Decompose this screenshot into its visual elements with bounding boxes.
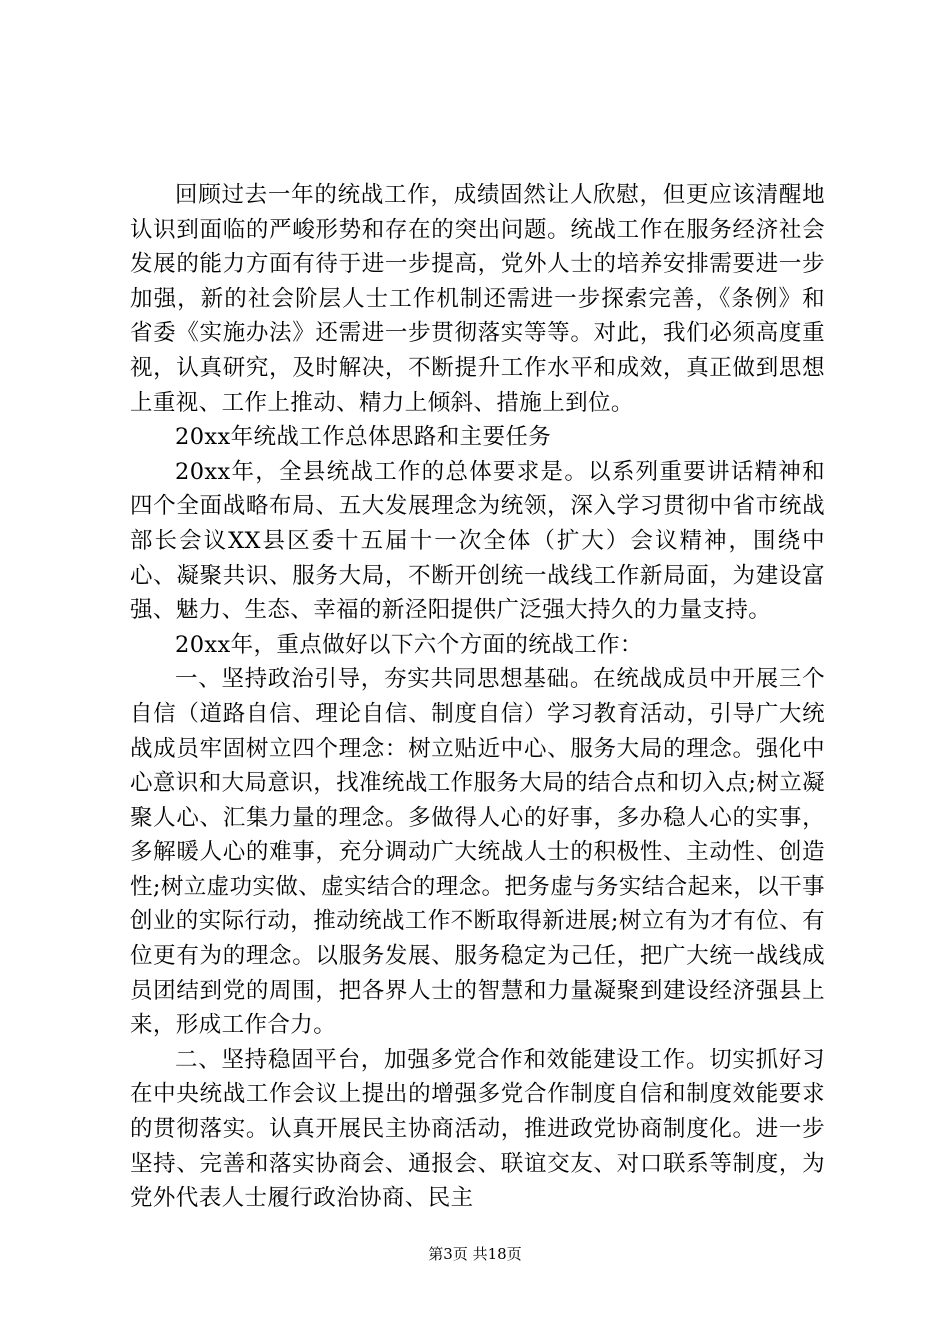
paragraph-multiparty-cooperation: 二、坚持稳固平台，加强多党合作和效能建设工作。切实抓好习在中央统战工作会议上提出的增强多党合作制度自信和制度效能要求的贯彻落实。认真开展民主协商活动，推进政党协商制度化。进一步坚持、完善和落实协商会、通报会、联谊交友、对口联系等制度，为党外代表人士履行政治协商、民主 (130, 1046, 825, 1212)
paragraph-heading-tasks: 20xx年统战工作总体思路和主要任务 (175, 424, 552, 451)
page-footer: 第3页 共18页 (428, 1245, 522, 1263)
paragraph-overall-requirements: 20xx年，全县统战工作的总体要求是。以系列重要讲话精神和四个全面战略布局、五大发展理念为统领，深入学习贯彻中省市统战部长会议XX县区委十五届十一次全体（扩大）会议精神，围绕中心、凝聚共识、服务大局，不断开创统一战线工作新局面，为建设富强、魅力、生态、幸福的新泾阳提供广泛强大持久的力量支持。 (130, 458, 825, 624)
document-body (130, 178, 825, 1216)
paragraph-six-aspects: 20xx年，重点做好以下六个方面的统战工作： (175, 631, 643, 658)
paragraph-political-guidance: 一、坚持政治引导，夯实共同思想基础。在统战成员中开展三个自信（道路自信、理论自信、制度自信）学习教育活动，引导广大统战成员牢固树立四个理念：树立贴近中心、服务大局的理念。强化中心意识和大局意识，找准统战工作服务大局的结合点和切入点;树立凝聚人心、汇集力量的理念。多做得人心的好事，多办稳人心的实事，多解暖人心的难事，充分调动广大统战人士的积极性、主动性、创造性;树立虚功实做、虚实结合的理念。把务虚与务实结合起来，以干事创业的实际行动，推动统战工作不断取得新进展;树立有为才有位、有位更有为的理念。以服务发展、服务稳定为己任，把广大统一战线成员团结到党的周围，把各界人士的智慧和力量凝聚到建设经济强县上来，形成工作合力。 (130, 666, 825, 1039)
paragraph-review: 回顾过去一年的统战工作，成绩固然让人欣慰，但更应该清醒地认识到面临的严峻形势和存在的突出问题。统战工作在服务经济社会发展的能力方面有待于进一步提高，党外人士的培养安排需要进一步加强，新的社会阶层人士工作机制还需进一步探索完善，《条例》和省委《实施办法》还需进一步贯彻落实等等。对此，我们必须高度重视，认真研究，及时解决，不断提升工作水平和成效，真正做到思想上重视、工作上推动、精力上倾斜、措施上到位。 (130, 182, 825, 416)
